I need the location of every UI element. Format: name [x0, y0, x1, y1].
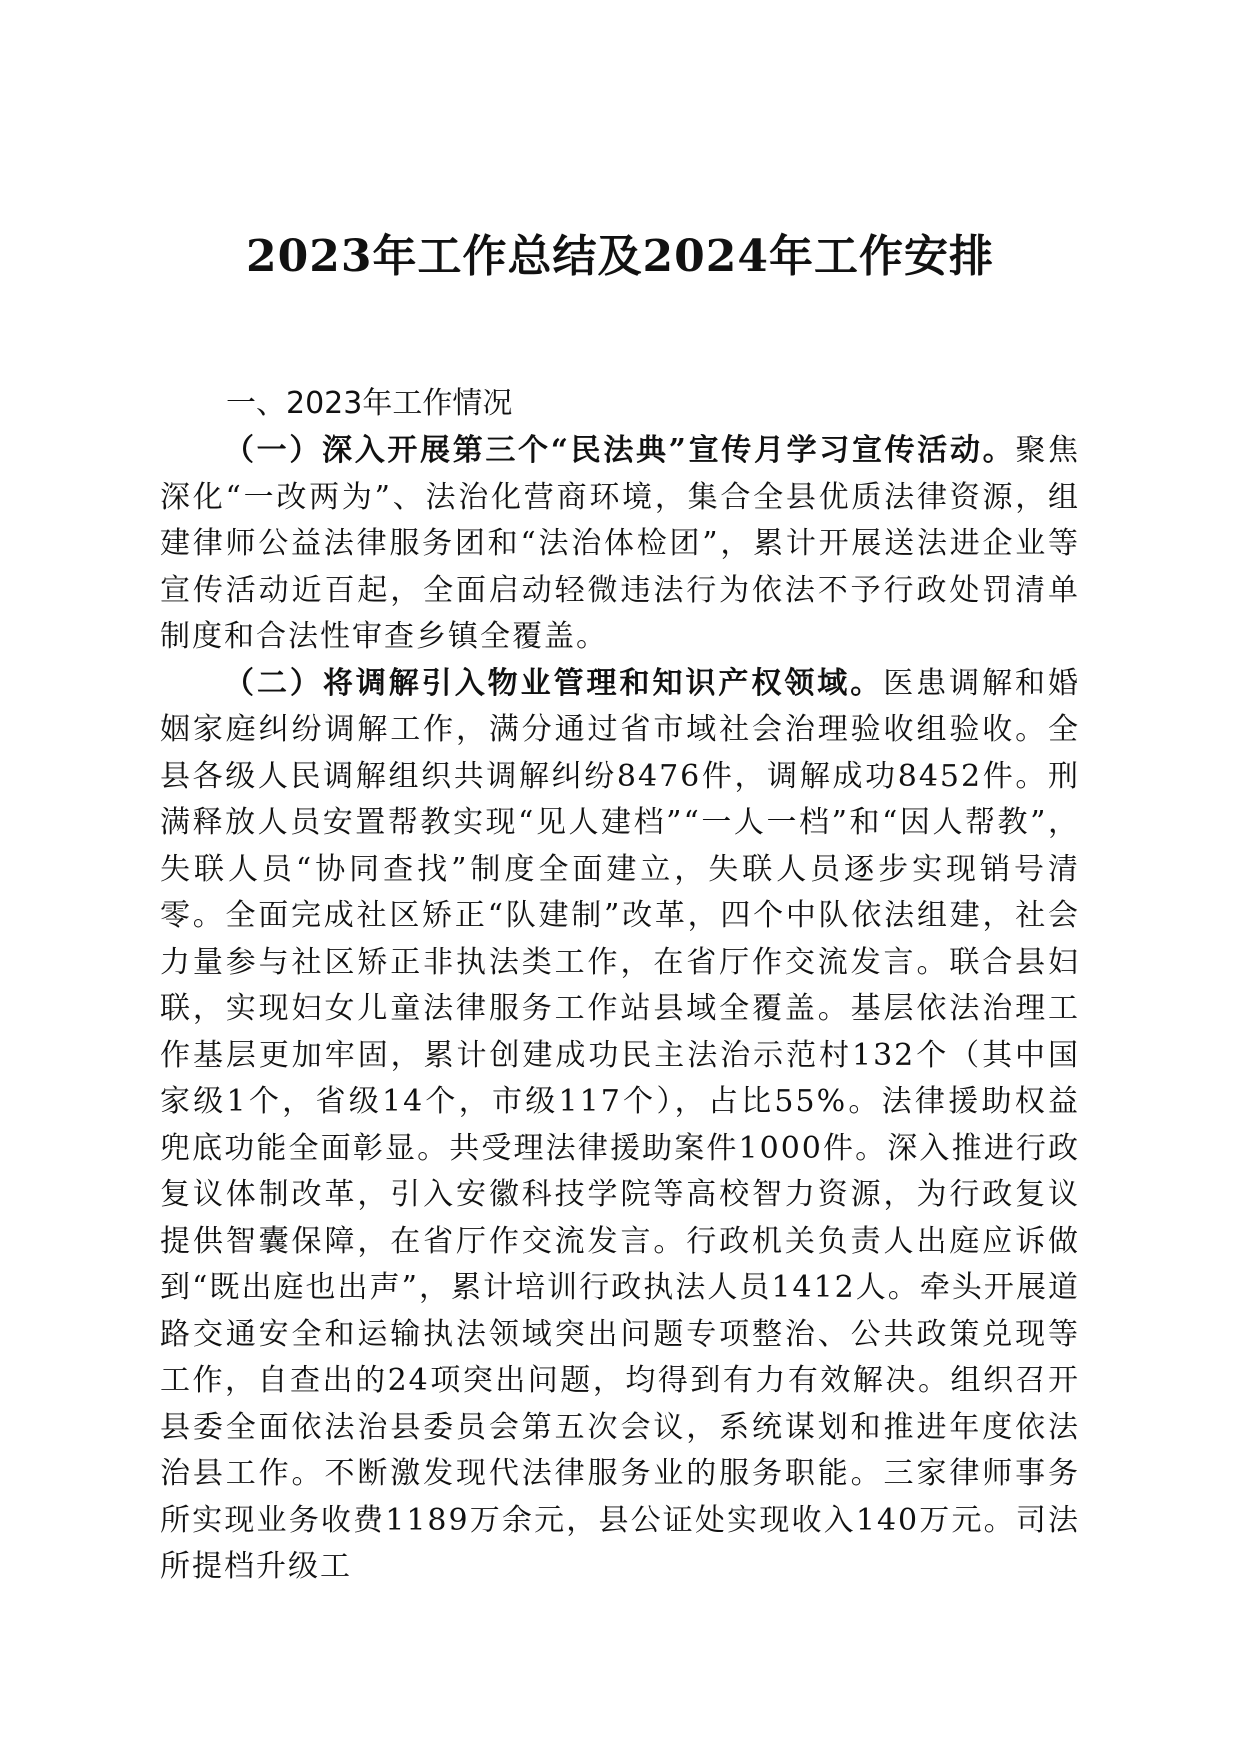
section-heading: 一、2023年工作情况 — [226, 386, 513, 421]
document-title: 2023年工作总结及2024年工作安排 — [246, 231, 994, 282]
paragraph-1-body: 聚焦深化“一改两为”、法治化营商环境，集合全县优质法律资源，组建律师公益法律服务团和“法治体检团”，累计开展送法进企业等宣传活动近百起，全面启动轻微违法行为依法不予行政处罚清单制度和合法性审查乡镇全覆盖。 — [160, 433, 1081, 654]
paragraph-2 — [160, 661, 1080, 1591]
document-body — [160, 428, 1080, 1591]
paragraph-2-body: 医患调解和婚姻家庭纠纷调解工作，满分通过省市域社会治理验收组验收。全县各级人民调解组织共调解纠纷8476件，调解成功8452件。刑满释放人员安置帮教实现“见人建档”“一人一档”和“因人帮教”，失联人员“协同查找”制度全面建立，失联人员逐步实现销号清零。全面完成社区矫正“队建制”改革，四个中队依法组建，社会力量参与社区矫正非执法类工作，在省厅作交流发言。联合县妇联，实现妇女儿童法律服务工作站县域全覆盖。基层依法治理工作基层更加牢固，累计创建成功民主法治示范村132个（其中国家级1个，省级14个，市级117个），占比55%。法律援助权益兜底功能全面彰显。共受理法律援助案件1000件。深入推进行政复议体制改革，引入安徽科技学院等高校智力资源，为行政复议提供智囊保障，在省厅作交流发言。行政机关负责人出庭应诉做到“既出庭也出声”，累计培训行政执法人员1412人。牵头开展道路交通安全和运输执法领域突出问题专项整治、公共政策兑现等工作，自查出的24项突出问题，均得到有力有效解决。组织召开县委全面依法治县委员会第五次会议，系统谋划和推进年度依法治县工作。不断激发现代法律服务业的服务职能。三家律师事务所实现业务收费1189万余元，县公证处实现收入140万元。司法所提档升级工 — [160, 665, 1081, 1584]
paragraph-2-lead: （二）将调解引入物业管理和知识产权领域。 — [224, 665, 884, 701]
paragraph-1 — [160, 428, 1080, 661]
paragraph-1-lead: （一）深入开展第三个“民法典”宣传月学习宣传活动。 — [224, 433, 1016, 468]
